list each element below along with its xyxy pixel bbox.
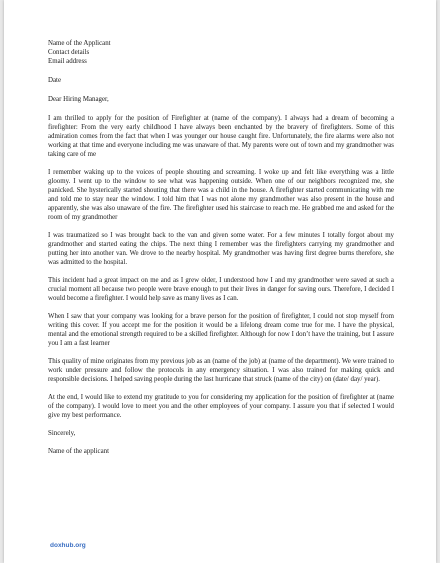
salutation: Dear Hiring Manager, [48, 96, 109, 103]
paragraph: I am thrilled to apply for the position of Firefighter at (name of the company). I always had a dream of becoming a firefighter: From the very early childhood I have always been enchanted by the bravery of firefighters. Some of this admiration comes from the fact that when I was younger our house caught fire. Unfortunately, the fire alarms were also not working at that time and everyone including me was unaware of that. My parents were out of town and my grandmother was taking care of me [48, 115, 394, 158]
paragraph: I was traumatized so I was brought back to the van and given some water. For a few minutes I totally forgot about my grandmother and started eating the chips. The next thing I remember was the firefighters carrying my grandmother and putting her into another van. We drove to the nearby hospital. My grandmother was having first degree burns therefore, she was admitted to the hospital. [48, 232, 394, 266]
letter-page [4, 0, 436, 563]
letter-body [48, 39, 394, 456]
brand-watermark[interactable]: doxhub.org [50, 542, 86, 549]
email-address: Email address [48, 58, 87, 65]
paragraph: At the end, I would like to extend my gratitude to you for considering my application for the position of firefighter at (name of the company). I would love to meet you and the other employees of your company. I assure you that if selected I would give my best performance. [48, 394, 394, 419]
paragraph: I remember waking up to the voices of people shouting and screaming. I woke up and felt like everything was a little gloomy. I went up to the window to see what was happening outside. When one of our neighbors recognized me, she panicked. She hysterically started shouting that there was a child in the house. A firefighter started communicating with me and told me to stay near the window. I told him that I was not alone my grandmother was also present in the house and apparently, she was also unaware of the fire. The firefighter used his staircase to reach me. He grabbed me and asked for the room of my grandmother [48, 169, 394, 221]
paragraph: This incident had a great impact on me and as I grew older, I understood how I and my grandmother were saved at such a crucial moment all because two people were brave enough to put their lives in danger for saving ours. Therefore, I decided I would become a firefighter. I would help save as many lives as I can. [48, 277, 394, 302]
paragraph: This quality of mine originates from my previous job as an (name of the job) at (name of the department). We were trained to work under pressure and follow the protocols in any emergency situation. I was also trained for making quick and responsible decisions. I helped saving people during the last hurricane that struck (name of the city) on (date/ day/ year). [48, 358, 394, 383]
contact-details: Contact details [48, 49, 90, 56]
paragraph: When I saw that your company was looking for a brave person for the position of firefighter, I could not stop myself from writing this cover. If you accept me for the position it would be a lifelong dream come true for me. I have the physical, mental and the emotional strength required to be a skilled firefighter. Although for now I don’t have the training, but I assure you I am a fast learner [48, 313, 394, 347]
signature-name: Name of the applicant [48, 448, 110, 455]
letter-date: Date [48, 77, 62, 84]
closing: Sincerely, [48, 430, 76, 437]
applicant-name: Name of the Applicant [48, 40, 111, 47]
